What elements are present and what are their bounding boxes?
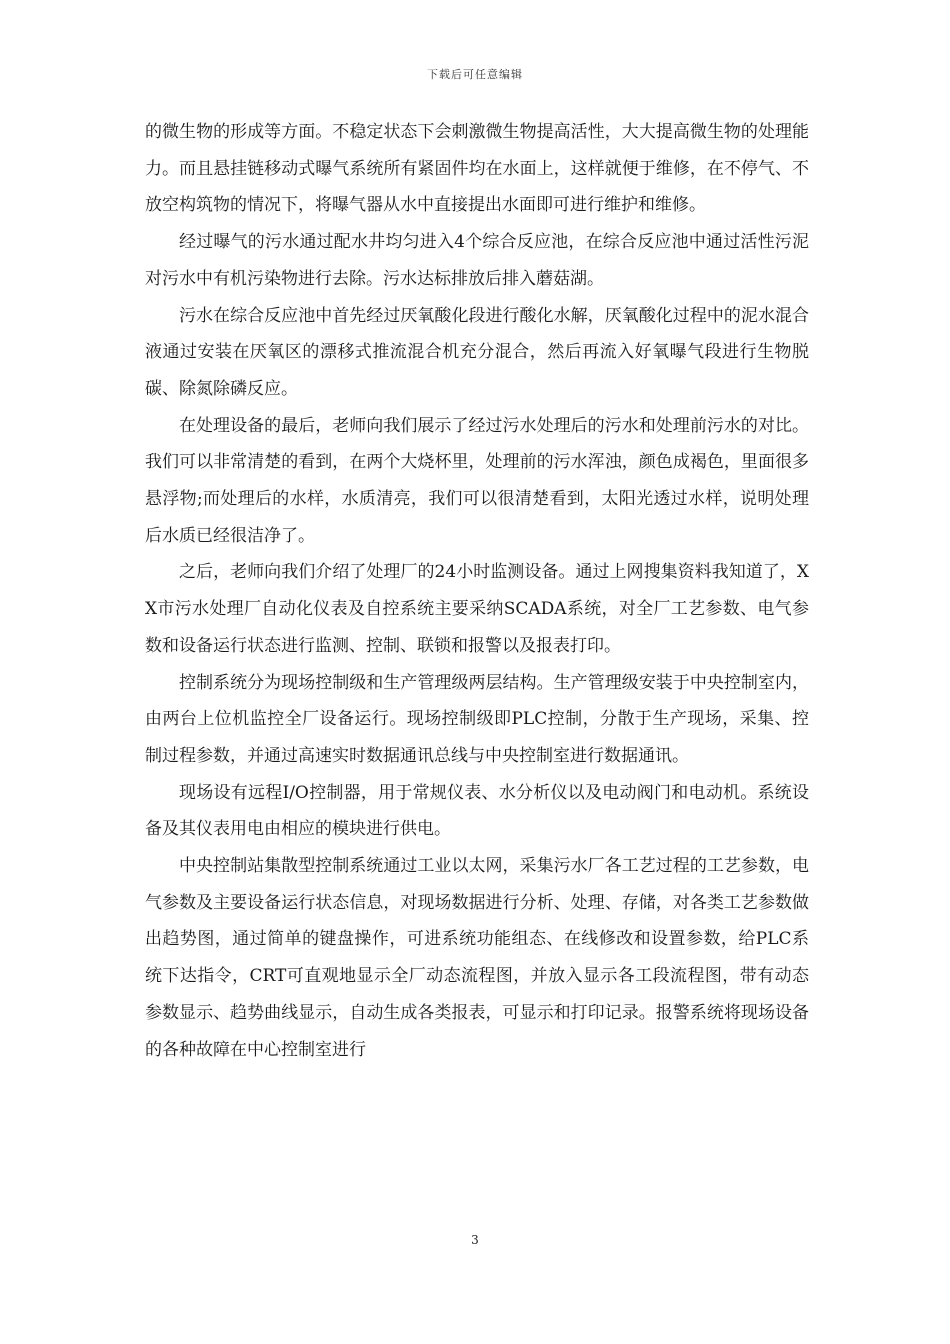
paragraph-7: 现场设有远程I/O控制器，用于常规仪表、水分析仪以及电动阀门和电动机。系统设备及其仪表用电由相应的模块进行供电。: [145, 782, 809, 840]
paragraph-8: 中央控制站集散型控制系统通过工业以太网，采集污水厂各工艺过程的工艺参数，电气参数及主要设备运行状态信息，对现场数据进行分析、处理、存储，对各类工艺参数做出趋势图，通过简单的键盘操作，可进系统功能组态、在线修改和设置参数，给PLC系统下达指令，CRT可直观地显示全厂动态流程图，并放入显示各工段流程图，带有动态参数显示、趋势曲线显示，自动生成各类报表，可显示和打印记录。报警系统将现场设备的各种故障在中心控制室进行: [145, 856, 809, 1060]
paragraph-3: 污水在综合反应池中首先经过厌氧酸化段进行酸化水解，厌氧酸化过程中的泥水混合液通过安装在厌氧区的漂移式推流混合机充分混合，然后再流入好氧曝气段进行生物脱碳、除氮除磷反应。: [145, 305, 809, 399]
paragraph-1: 的微生物的形成等方面。不稳定状态下会刺激微生物提高活性，大大提高微生物的处理能力。而且悬挂链移动式曝气系统所有紧固件均在水面上，这样就便于维修，在不停气、不放空构筑物的情况下，将曝气器从水中直接提出水面即可进行维护和维修。: [145, 122, 809, 216]
page-number: 3: [471, 1233, 479, 1247]
paragraph-5: 之后，老师向我们介绍了处理厂的24小时监测设备。通过上网搜集资料我知道了，XX市污水处理厂自动化仪表及自控系统主要采纳SCADA系统，对全厂工艺参数、电气参数和设备运行状态进行监测、控制、联锁和报警以及报表打印。: [145, 562, 809, 656]
paragraph-6: 控制系统分为现场控制级和生产管理级两层结构。生产管理级安装于中央控制室内，由两台上位机监控全厂设备运行。现场控制级即PLC控制，分散于生产现场，采集、控制过程参数，并通过高速实时数据通讯总线与中央控制室进行数据通讯。: [145, 672, 809, 766]
paragraph-2: 经过曝气的污水通过配水井均匀进入4个综合反应池，在综合反应池中通过活性污泥对污水中有机污染物进行去除。污水达标排放后排入蘑菇湖。: [145, 232, 809, 289]
paragraph-4: 在处理设备的最后，老师向我们展示了经过污水处理后的污水和处理前污水的对比。我们可以非常清楚的看到，在两个大烧杯里，处理前的污水浑浊，颜色成褐色，里面很多悬浮物;而处理后的水样，水质清亮，我们可以很清楚看到，太阳光透过水样，说明处理后水质已经很洁净了。: [145, 415, 809, 546]
page-header: 下载后可任意编辑: [427, 68, 523, 81]
document-body: [145, 114, 809, 1068]
